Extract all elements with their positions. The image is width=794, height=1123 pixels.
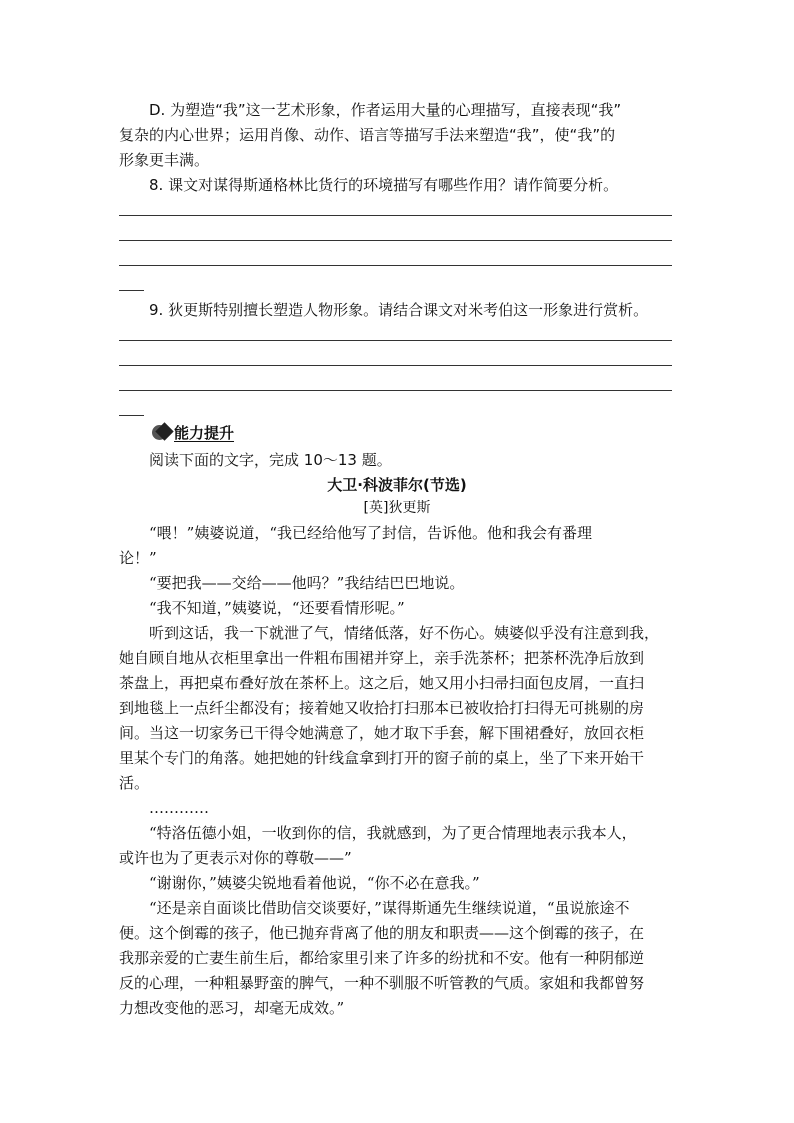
passage-line: “谢谢你，”姨婆尖锐地看着他说，“你不必在意我。” (149, 874, 480, 892)
passage-line: “要把我——交给——他吗？”我结结巴巴地说。 (149, 574, 465, 592)
question-9: 9. 狄更斯特别擅长塑造人物形象。请结合课文对米考伯这一形象进行赏析。 (149, 301, 649, 319)
answer-line[interactable] (119, 240, 672, 241)
section-label: 能力提升 (174, 423, 235, 442)
passage-author: [英]狄更斯 (363, 500, 431, 516)
option-d-line: D. 为塑造“我”这一艺术形象，作者运用大量的心理描写，直接表现“我” (149, 101, 622, 119)
answer-line-stub (119, 415, 144, 416)
passage-line: 力想改变他的恶习，却毫无成效。” (119, 999, 345, 1017)
passage-line: 活。 (119, 774, 150, 792)
passage-line: 或许也为了更表示对你的尊敬——” (119, 849, 352, 867)
option-d-line: 复杂的内心世界；运用肖像、动作、语言等描写手法来塑造“我”，使“我”的 (119, 126, 616, 144)
answer-line[interactable] (119, 215, 672, 216)
passage-line: “还是亲自面谈比借助信交谈要好，”谋得斯通先生继续说道，“虽说旅途不 (149, 899, 630, 917)
passage-line: “喂！”姨婆说道，“我已经给他写了封信，告诉他。他和我会有番理 (149, 524, 593, 542)
answer-line[interactable] (119, 390, 672, 391)
answer-line[interactable] (119, 265, 672, 266)
answer-line[interactable] (119, 340, 672, 341)
reading-instruction: 阅读下面的文字，完成 10～13 题。 (149, 451, 392, 469)
passage-line: 她自顾自地从衣柜里拿出一件粗布围裙并穿上，亲手洗茶杯；把茶杯洗净后放到 (119, 649, 645, 667)
passage-line: 论！” (119, 549, 157, 567)
passage-line: “特洛伍德小姐，一收到你的信，我就感到，为了更合情理地表示我本人， (149, 824, 637, 842)
passage-line: 反的心理，一种粗暴野蛮的脾气，一种不驯服不听管教的气质。家姐和我都曾努 (119, 974, 645, 992)
question-8: 8. 课文对谋得斯通格林比货行的环境描写有哪些作用？请作简要分析。 (149, 176, 619, 194)
answer-line-stub (119, 290, 144, 291)
passage-title: 大卫·科波菲尔(节选) (327, 476, 467, 494)
passage-line: 便。这个倒霉的孩子，他已抛弃背离了他的朋友和职责——这个倒霉的孩子，在 (119, 924, 645, 942)
answer-line[interactable] (119, 365, 672, 366)
passage-line: 听到这话，我一下就泄了气，情绪低落，好不伤心。姨婆似乎没有注意到我， (149, 624, 660, 642)
passage-line: “我不知道，”姨婆说，“还要看情形呢。” (149, 599, 405, 617)
passage-line: 我那亲爱的亡妻生前生后，都给家里引来了许多的纷扰和不安。他有一种阴郁逆 (119, 949, 645, 967)
passage-line: 间。当这一切家务已干得令她满意了，她才取下手套，解下围裙叠好，放回衣柜 (119, 724, 645, 742)
passage-line: 里某个专门的角落。她把她的针线盒拿到打开的窗子前的桌上，坐了下来开始干 (119, 749, 645, 767)
passage-line: 茶盘上，再把桌布叠好放在茶杯上。这之后，她又用小扫帚扫面包皮屑，一直扫 (119, 674, 645, 692)
option-d-line: 形象更丰满。 (119, 151, 210, 169)
ellipsis-marker: ………… (149, 799, 209, 817)
section-heading (152, 421, 234, 443)
hexagon-badge-icon (152, 422, 172, 442)
passage-line: 到地毯上一点纤尘都没有；接着她又收拾打扫那本已被收拾打扫得无可挑剔的房 (119, 699, 645, 717)
